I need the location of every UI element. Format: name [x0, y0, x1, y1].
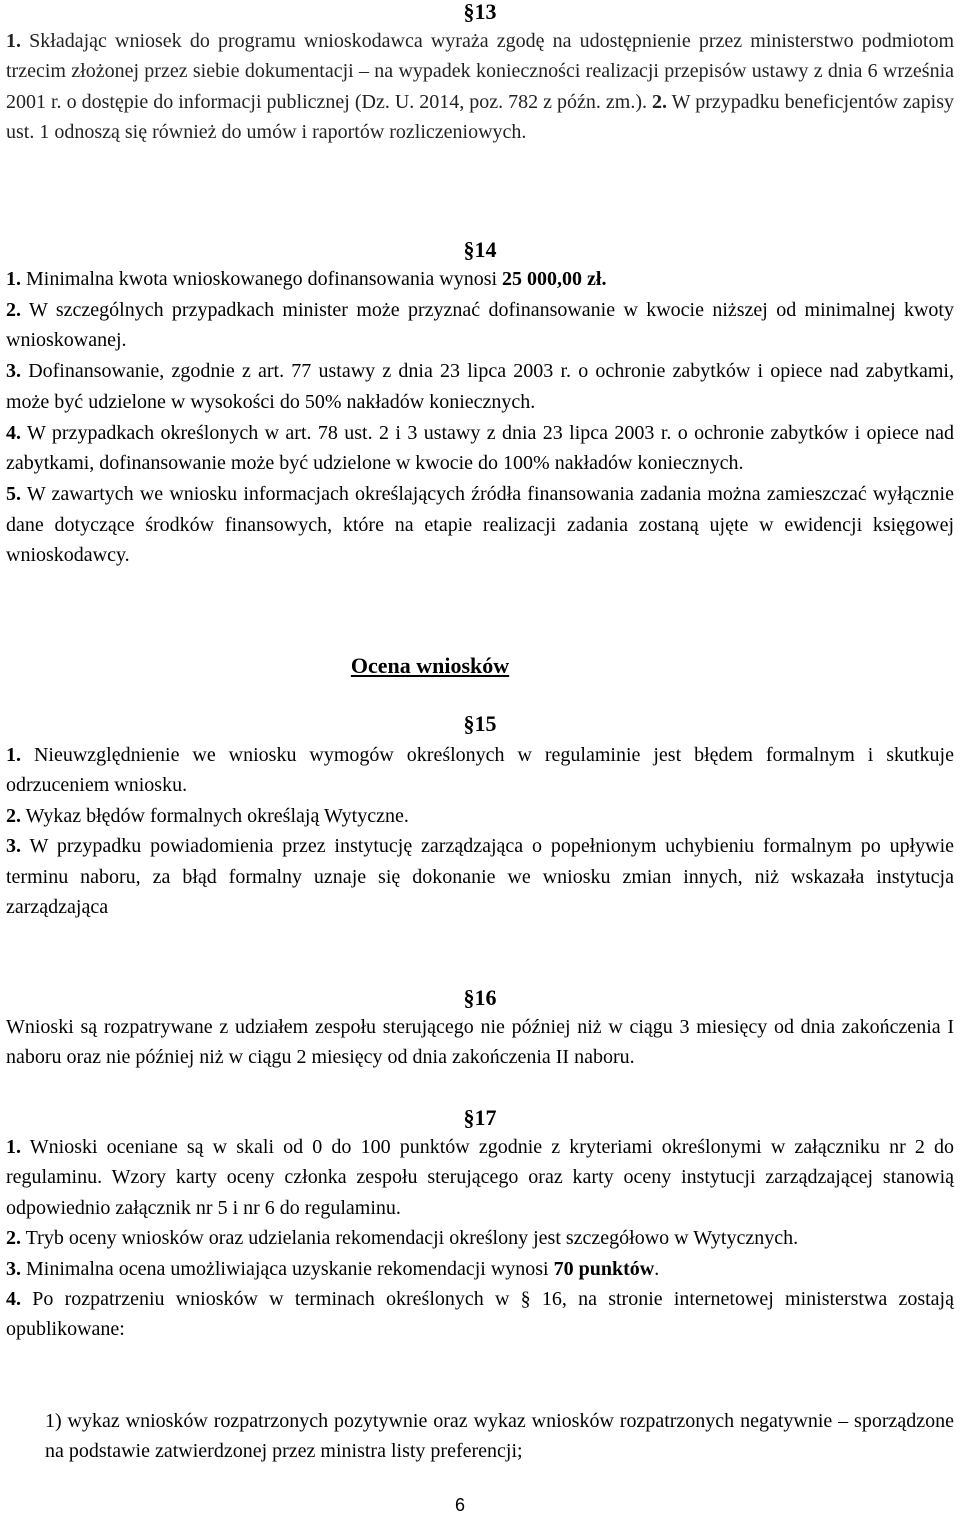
paragraph-text: . — [654, 1257, 660, 1280]
section-15-body — [6, 740, 954, 922]
section-15-heading: §15 — [463, 711, 497, 736]
item-number: 3. — [6, 1257, 21, 1280]
item-number: 4. — [6, 1288, 21, 1311]
item-number: 1. — [6, 744, 21, 766]
section-14-body — [6, 264, 954, 571]
item-number: 2. — [652, 90, 668, 113]
paragraph-text: W przypadku beneficjentów zapisy ust. 1 odnoszą się również do umów i raportów rozliczeniowych. — [6, 90, 954, 144]
section-13-heading: §13 — [463, 0, 497, 24]
paragraph-text: Minimalna ocena umożliwiająca uzyskanie rekomendacji wynosi — [21, 1257, 554, 1280]
minimum-score: 70 punktów — [553, 1257, 655, 1280]
page-number: 6 — [454, 1495, 465, 1515]
paragraph-text: W szczególnych przypadkach minister może przyznać dofinansowanie w kwocie niższej od minimalnej kwoty wnioskowanej. — [6, 298, 954, 352]
item-number: 1. — [6, 30, 21, 52]
item-number: 3. — [6, 360, 21, 383]
item-number: 5. — [6, 482, 21, 505]
paragraph-text: W zawartych we wniosku informacjach określających źródła finansowania zadania można zamieszczać wyłącznie dane dotyczące środków finansowych, które na etapie realizacji zadania zostaną ujęte w ewidencji księgowej wnioskodawcy. — [6, 482, 954, 567]
section-14-heading: §14 — [463, 237, 497, 262]
paragraph-text: Tryb oceny wniosków oraz udzielania rekomendacji określony jest szczegółowo w Wytycznych. — [21, 1227, 799, 1250]
item-number: 4. — [6, 421, 21, 444]
paragraph-text: Nieuwzględnienie we wniosku wymogów określonych w regulaminie jest błędem formalnym i skutkuje odrzuceniem wniosku. — [6, 744, 954, 797]
paragraph-text: Dofinansowanie, zgodnie z art. 77 ustawy z dnia 23 lipca 2003 r. o ochronie zabytków i opiece nad zabytkami, może być udzielone w wysokości do 50% nakładów koniecznych. — [6, 360, 954, 413]
item-number: 3. — [6, 835, 21, 858]
section-16-heading: §16 — [463, 985, 497, 1010]
section-17-heading: §17 — [463, 1105, 497, 1130]
ocena-wnioskow-title: Ocena wniosków — [350, 653, 510, 678]
paragraph-text: Wnioski oceniane są w skali od 0 do 100 punktów zgodnie z kryteriami określonymi w załączniku nr 2 do regulaminu. Wzory karty oceny członka zespołu sterującego oraz karty oceny instytucji zarządzającej stanowią odpowiednio załącznik nr 5 i nr 6 do regulaminu. — [6, 1136, 954, 1219]
paragraph-13-1 — [6, 26, 954, 148]
section-17-4-subitem-1: 1) wykaz wniosków rozpatrzonych pozytywnie oraz wykaz wniosków rozpatrzonych negatywnie – sporządzone na podstawie zatwierdzonej przez ministra listy preferencji; — [45, 1410, 954, 1463]
paragraph-text: Po rozpatrzeniu wniosków w terminach określonych w § 16, na stronie internetowej ministerstwa zostają opublikowane: — [6, 1288, 954, 1341]
paragraph-text: W przypadkach określonych w art. 78 ust. 2 i 3 ustawy z dnia 23 lipca 2003 r. o ochronie zabytków i opiece nad zabytkami, dofinansowanie może być udzielone w kwocie do 100% nakładów koniecznych. — [6, 421, 954, 475]
item-number: 2. — [6, 804, 21, 827]
paragraph-text: Składając wniosek do programu wnioskodawca wyraża zgodę na udostępnienie przez ministerstwo podmiotom trzecim złożonej przez siebie dokumentacji – na wypadek konieczności realizacji przepisów ustawy z dnia 6 września 2001 r. o dostępie do informacji publicznej (Dz. U. 2014, poz. 782 z późn. zm.). — [6, 30, 954, 113]
paragraph-text: W przypadku powiadomienia przez instytucję zarządzająca o popełnionym uchybieniu formalnym po upływie terminu naboru, za błąd formalny uznaje się dokonanie we wniosku zmian innych, niż wskazała instytucja zarządzająca — [6, 835, 954, 919]
item-number: 1. — [6, 268, 21, 290]
section-16-body: Wnioski są rozpatrywane z udziałem zespołu sterującego nie później niż w ciągu 3 miesięcy od dnia zakończenia I naboru oraz nie później niż w ciągu 2 miesięcy od dnia zakończenia II naboru. — [6, 1016, 954, 1069]
paragraph-text: Wykaz błędów formalnych określają Wytyczne. — [21, 804, 409, 827]
item-number: 1. — [6, 1136, 21, 1158]
item-number: 2. — [6, 1227, 21, 1250]
minimum-amount: 25 000,00 zł. — [502, 268, 607, 290]
section-17-body — [6, 1132, 954, 1345]
item-number: 2. — [6, 298, 21, 321]
paragraph-text: Minimalna kwota wnioskowanego dofinansowania wynosi — [21, 268, 503, 290]
